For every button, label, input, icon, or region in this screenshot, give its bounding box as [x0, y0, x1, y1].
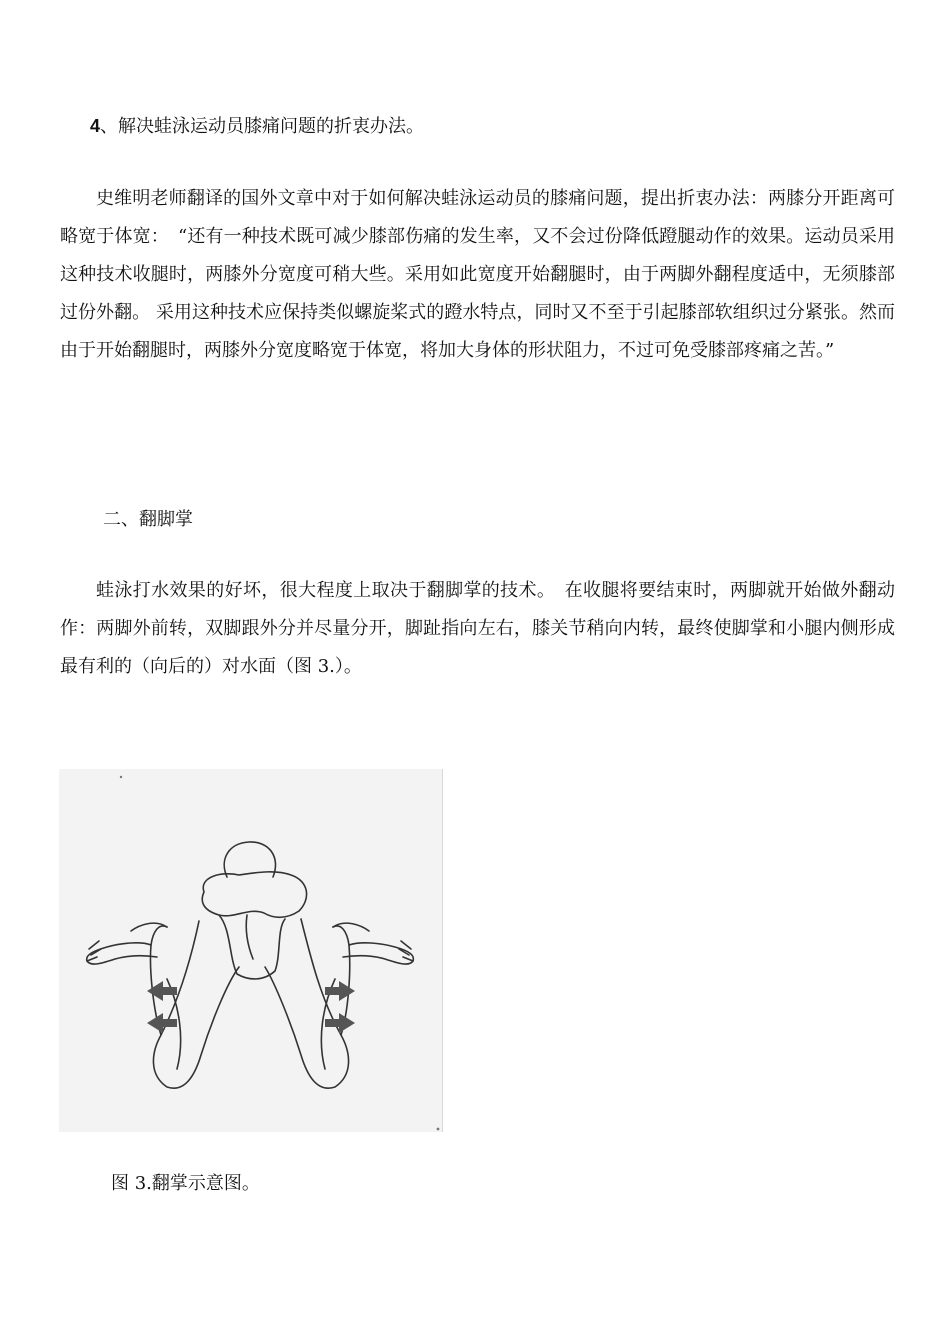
right-heel-outline: [333, 923, 369, 931]
spine-line: [246, 915, 253, 959]
figure-caption: 图 3.翻掌示意图。: [111, 1173, 260, 1194]
section-4-heading: [90, 114, 424, 139]
right-foot-outline: [343, 943, 413, 964]
section-4-title: 、解决蛙泳运动员膝痛问题的折衷办法。: [100, 116, 425, 137]
left-foot-outline: [87, 943, 157, 964]
right-arrow-upper: [325, 981, 355, 1001]
foot-turning-illustration: [59, 769, 443, 1132]
right-arrow-lower: [325, 1013, 355, 1033]
swimmer-legs-drawing: [59, 769, 442, 1132]
paragraph-knee-pain: 史维明老师翻译的国外文章中对于如何解决蛙泳运动员的膝痛问题，提出折衷办法：两膝分开距离可略宽于体宽： “还有一种技术既可减少膝部伤痛的发生率，又不会过份降低蹬腿动作的效果。运动员采用这种技术收腿时，两膝外分宽度可稍大些。采用如此宽度开始翻腿时，由于两脚外翻程度适中，无须膝部过份外翻。 采用这种技术应保持类似螺旋桨式的蹬水特点，同时又不至于引起膝部软组织过分紧张。然而由于开始翻腿时，两膝外分宽度略宽于体宽，将加大身体的形状阻力，不过可免受膝部疼痛之苦。”: [60, 188, 895, 361]
specks: [120, 776, 122, 778]
section-4-number: 4: [90, 116, 101, 136]
section-2-heading: 二、翻脚掌: [103, 509, 193, 530]
hips-outline: [219, 915, 285, 979]
right-thigh-outline: [265, 919, 349, 1088]
left-arrow-lower: [147, 1013, 177, 1033]
left-thigh-outline: [153, 921, 239, 1088]
paragraph-foot-turning: 蛙泳打水效果的好坏，很大程度上取决于翻脚掌的技术。 在收腿将要结束时，两脚就开始做外翻动作：两脚外前转，双脚跟外分并尽量分开，脚趾指向左右，膝关节稍向内转，最终使脚掌和小腿内侧形成最有利的（向后的）对水面（图 3.）。: [60, 580, 895, 677]
left-heel-outline: [131, 923, 167, 931]
upper-body-outline: [202, 872, 306, 917]
